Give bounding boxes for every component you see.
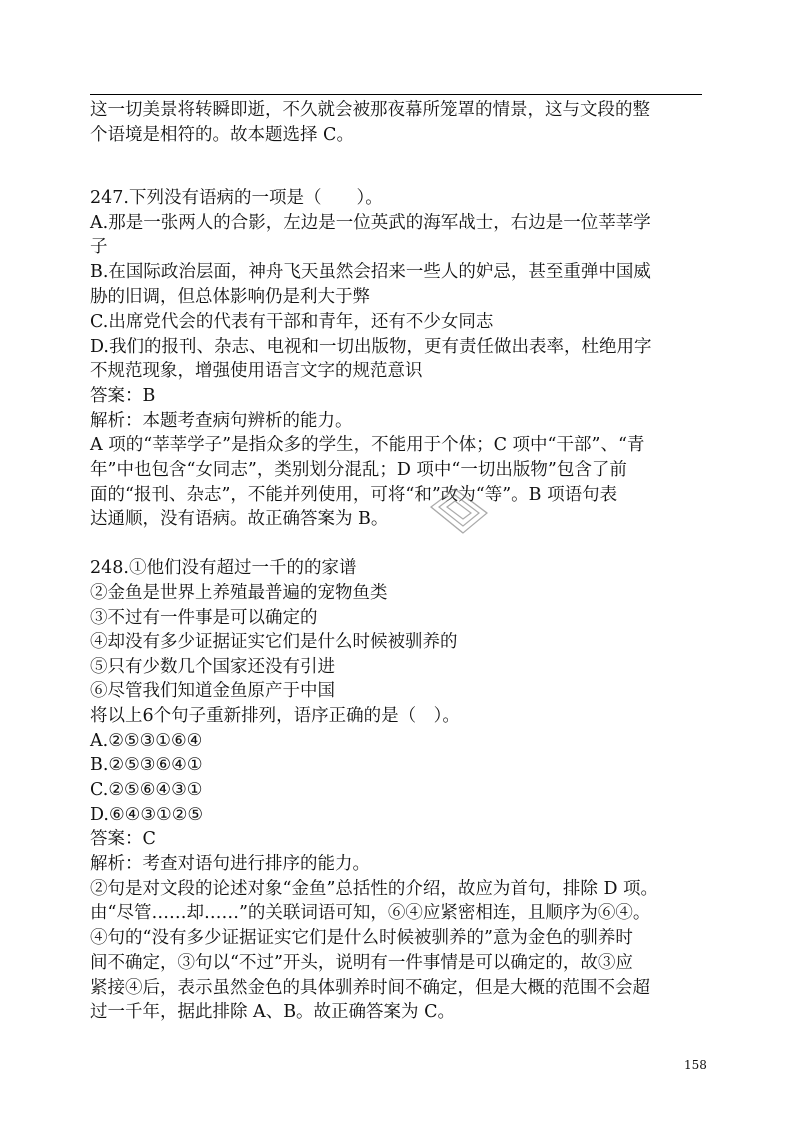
q248-sentence-4: ④却没有多少证据证实它们是什么时候被驯养的 [90,632,458,652]
q248-stem: 将以上6个句子重新排列，语序正确的是（ ）。 [90,706,460,726]
q248-analysis-line-5: 紧接④后，表示虽然金色的具体驯养时间不确定，但是大概的范围不会超 [90,978,650,998]
intro-line-1: 这一切美景将转瞬即逝，不久就会被那夜幕所笼罩的情景，这与文段的整 [90,100,650,120]
q247-option-c: C.出席党代会的代表有干部和青年，还有不少女同志 [90,312,494,332]
q247-analysis-line-2: 年”中也包含“女同志”，类别划分混乱；D 项中“一切出版物”包含了前 [90,460,627,480]
q248-option-a: A.②⑤③①⑥④ [90,731,203,751]
q247-option-b: B.在国际政治层面，神舟飞天虽然会招来一些人的妒忌，甚至重弹中国威 [90,262,651,282]
watermark-stamp [427,483,491,539]
q248-option-b: B.②⑤③⑥④① [90,755,203,775]
q248-sentence-1: 248.①他们没有超过一千的的家谱 [90,558,357,578]
document-page [90,0,710,1123]
q247-analysis-line-3: 面的“报刊、杂志”，不能并列使用，可将“和”改为“等”。B 项语句表 [90,485,618,505]
q247-option-a-cont: 子 [90,237,108,257]
q248-answer: 答案：C [90,829,156,849]
q247-answer: 答案：B [90,386,156,406]
q248-analysis-line-2: 由“尽管……却……”的关联词语可知，⑥④应紧密相连，且顺序为⑥④。 [90,903,651,923]
q248-analysis-line-4: 间不确定，③句以“不过”开头，说明有一件事情是可以确定的，故③应 [90,953,633,973]
q248-sentence-6: ⑥尽管我们知道金鱼原产于中国 [90,681,335,701]
q248-sentence-2: ②金鱼是世界上养殖最普遍的宠物鱼类 [90,583,388,603]
page-number: 158 [684,1058,707,1072]
q247-analysis-head: 解析：本题考查病句辨析的能力。 [90,411,353,431]
q248-analysis-line-3: ④句的“没有多少证据证实它们是什么时候被驯养的”意为金色的驯养时 [90,928,633,948]
q248-sentence-3: ③不过有一件事是可以确定的 [90,608,318,628]
q247-option-a: A.那是一张两人的合影，左边是一位英武的海军战士，右边是一位莘莘学 [90,213,651,233]
q248-analysis-head: 解析：考查对语句进行排序的能力。 [90,854,370,874]
intro-line-2: 个语境是相符的。故本题选择 C。 [90,125,354,145]
q248-option-d: D.⑥④③①②⑤ [90,805,204,825]
q247-option-b-cont: 胁的旧调，但总体影响仍是利大于弊 [90,287,370,307]
q247-analysis-line-4: 达通顺，没有语病。故正确答案为 B。 [90,509,389,529]
q248-analysis-line-6: 过一千年，据此排除 A、B。故正确答案为 C。 [90,1002,456,1022]
q247-stem: 247.下列没有语病的一项是（ ）。 [90,188,383,208]
q248-sentence-5: ⑤只有少数几个国家还没有引进 [90,657,335,677]
q247-option-d-cont: 不规范现象，增强使用语言文字的规范意识 [90,361,423,381]
q248-analysis-line-1: ②句是对文段的论述对象“金鱼”总括性的介绍，故应为首句，排除 D 项。 [90,879,659,899]
q247-option-d: D.我们的报刊、杂志、电视和一切出版物，更有责任做出表率，杜绝用字 [90,337,652,357]
q247-analysis-line-1: A 项的“莘莘学子”是指众多的学生，不能用于个体；C 项中“干部”、“青 [90,435,645,455]
q248-option-c: C.②⑤⑥④③① [90,780,203,800]
header-rule [90,94,702,95]
